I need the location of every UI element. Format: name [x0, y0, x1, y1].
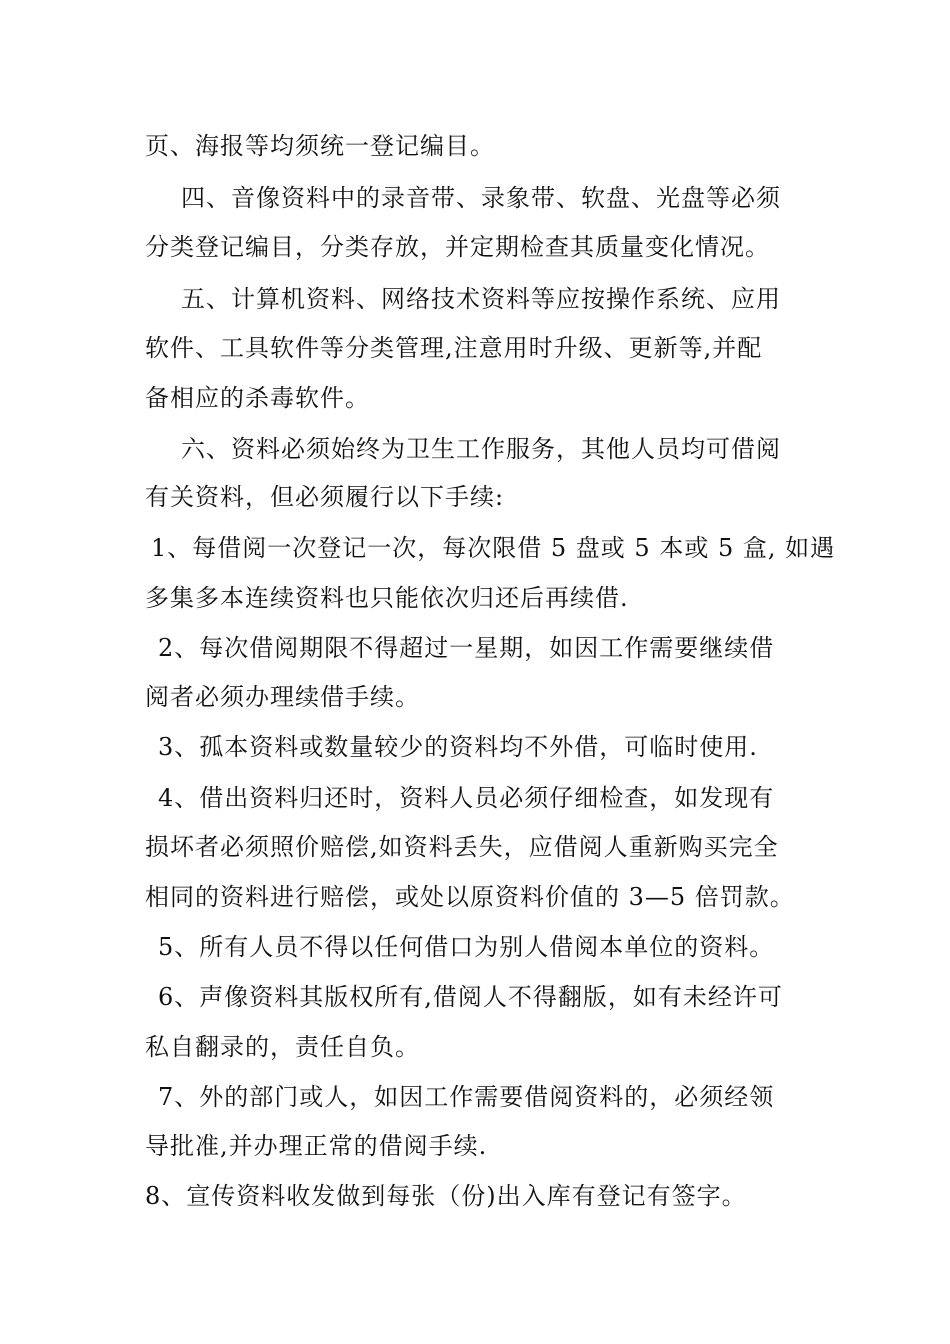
text-line-15: 损坏者必须照价赔偿,如资料丢失，应借阅人重新购买完全	[145, 833, 779, 861]
text-line-10: 多集多本连续资料也只能依次归还后再续借.	[145, 584, 629, 612]
text-line-13: 3、孤本资料或数量较少的资料均不外借，可临时使用.	[158, 733, 758, 761]
text-line-22: 8、宣传资料收发做到每张（份)出入库有登记有签字。	[145, 1182, 747, 1210]
text-line-5: 软件、工具软件等分类管理,注意用时升级、更新等,并配	[145, 334, 763, 362]
text-line-6: 备相应的杀毒软件。	[145, 384, 370, 412]
text-line-21: 导批准,并办理正常的借阅手续.	[145, 1132, 488, 1160]
text-line-18: 6、声像资料其版权所有,借阅人不得翻版，如有未经许可	[158, 983, 783, 1011]
text-line-12: 阅者必须办理续借手续。	[145, 683, 420, 711]
text-line-4: 五、计算机资料、网络技术资料等应按操作系统、应用	[181, 285, 781, 313]
text-line-16: 相同的资料进行赔偿，或处以原资料价值的 3—5 倍罚款。	[145, 883, 795, 911]
text-line-19: 私自翻录的，责任自负。	[145, 1033, 420, 1061]
text-line-3: 分类登记编目，分类存放，并定期检查其质量变化情况。	[145, 233, 770, 261]
text-line-20: 7、外的部门或人，如因工作需要借阅资料的，必须经领	[158, 1083, 775, 1111]
text-line-2: 四、音像资料中的录音带、录象带、软盘、光盘等必须	[181, 184, 781, 212]
text-line-11: 2、每次借阅期限不得超过一星期，如因工作需要继续借	[158, 634, 775, 662]
text-line-14: 4、借出资料归还时，资料人员必须仔细检查，如发现有	[158, 784, 775, 812]
text-line-1: 页、海报等均须统一登记编目。	[145, 132, 495, 160]
text-line-9: 1、每借阅一次登记一次，每次限借 5 盘或 5 本或 5 盒, 如遇	[151, 534, 836, 562]
text-line-8: 有关资料，但必须履行以下手续:	[145, 483, 505, 511]
text-line-17: 5、所有人员不得以任何借口为别人借阅本单位的资料。	[158, 933, 775, 961]
text-line-7: 六、资料必须始终为卫生工作服务，其他人员均可借阅	[181, 435, 781, 463]
